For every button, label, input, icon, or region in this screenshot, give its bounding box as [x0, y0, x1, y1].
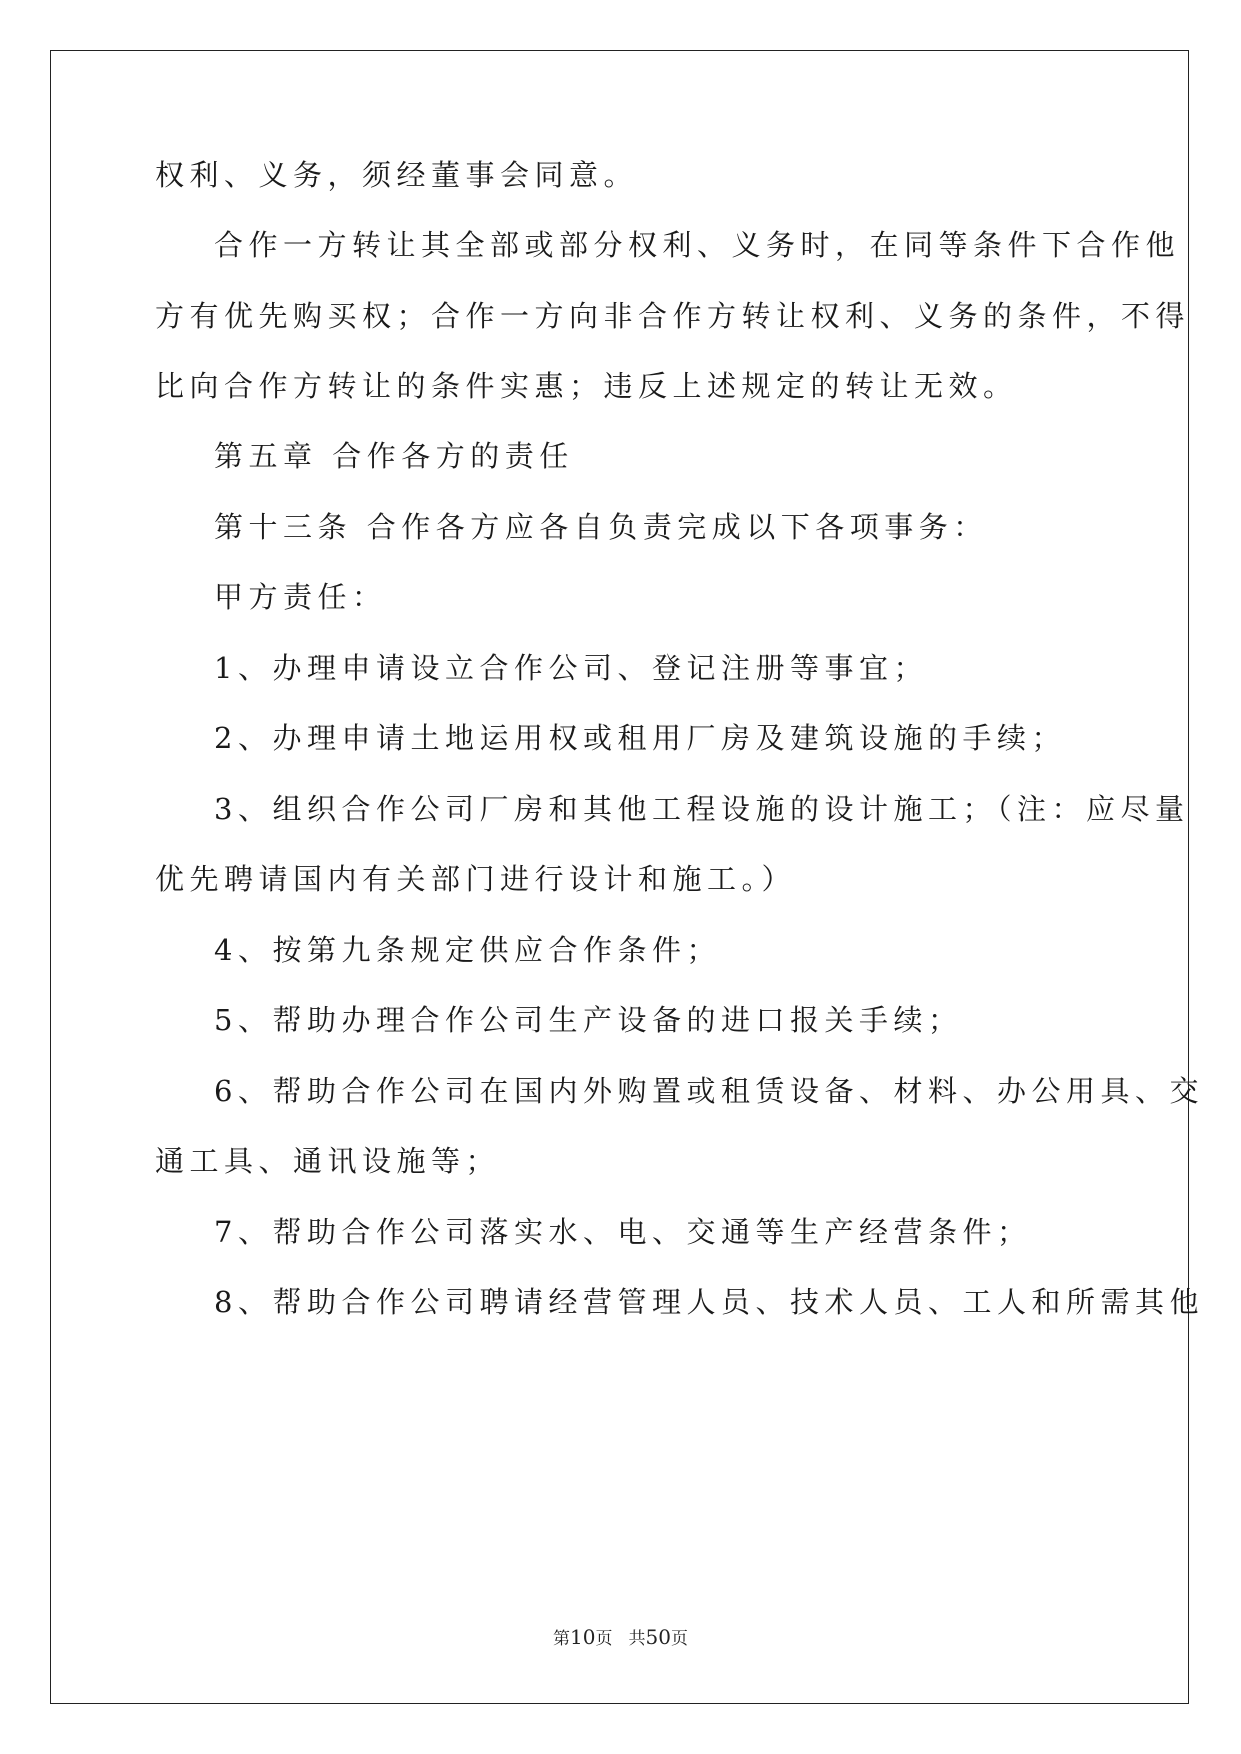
page-prefix: 第	[553, 1629, 571, 1649]
list-item: 2、办理申请土地运用权或租用厂房及建筑设施的手续；	[214, 721, 1066, 755]
list-item: 1、办理申请设立合作公司、登记注册等事宜；	[214, 651, 928, 685]
paragraph-line: 比向合作方转让的条件实惠；违反上述规定的转让无效。	[155, 369, 1018, 403]
paragraph-line: 权利、义务，须经董事会同意。	[155, 158, 639, 192]
list-item-continuation: 通工具、通讯设施等；	[155, 1144, 501, 1178]
section-label: 甲方责任：	[214, 580, 387, 614]
total-unit: 页	[670, 1629, 688, 1649]
list-item: 4、按第九条规定供应合作条件；	[214, 933, 721, 967]
paragraph-line: 合作一方转让其全部或部分权利、义务时，在同等条件下合作他	[214, 228, 1181, 262]
list-item: 8、帮助合作公司聘请经营管理人员、技术人员、工人和所需其他	[214, 1285, 1204, 1319]
total-prefix: 共	[628, 1629, 646, 1649]
list-item: 6、帮助合作公司在国内外购置或租赁设备、材料、办公用具、交	[214, 1074, 1204, 1108]
article-heading: 第十三条 合作各方应各自负责完成以下各项事务：	[214, 510, 988, 544]
page-unit: 页	[595, 1629, 613, 1649]
total-page-number: 50	[645, 1625, 671, 1649]
current-page-number: 10	[570, 1625, 596, 1649]
chapter-heading: 第五章 合作各方的责任	[214, 439, 574, 473]
list-item: 3、组织合作公司厂房和其他工程设施的设计施工；（注：应尽量	[214, 792, 1190, 826]
list-item-continuation: 优先聘请国内有关部门进行设计和施工。）	[155, 862, 797, 896]
list-item: 7、帮助合作公司落实水、电、交通等生产经营条件；	[214, 1215, 1032, 1249]
page-footer	[0, 1627, 1241, 1649]
list-item: 5、帮助办理合作公司生产设备的进口报关手续；	[214, 1003, 963, 1037]
paragraph-line: 方有优先购买权；合作一方向非合作方转让权利、义务的条件，不得	[155, 299, 1191, 333]
